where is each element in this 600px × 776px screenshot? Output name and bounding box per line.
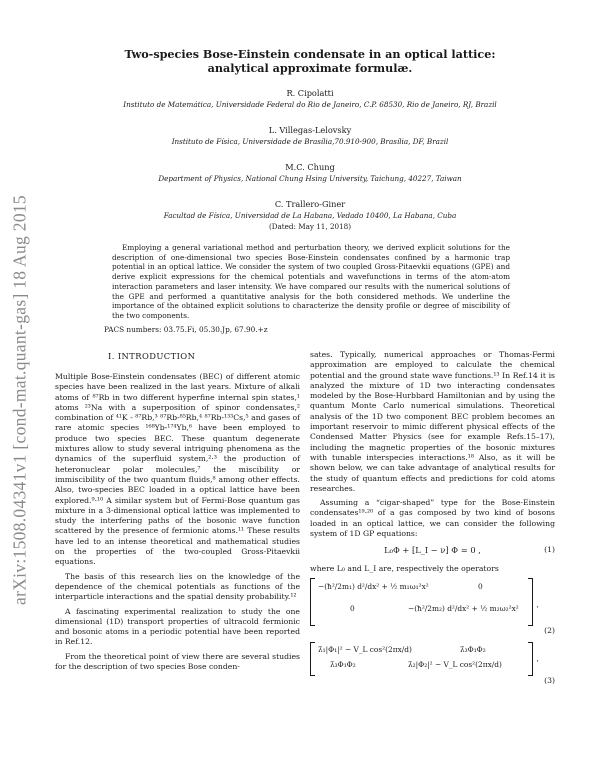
author-4: C. Trallero-Giner (274, 199, 346, 209)
matrix-3-a: λ̄₁|Φ₁|² − V_L cos²(2πx/d) (318, 644, 412, 654)
matrix-3-b: λ̄₃Φ₁Φ₂ (460, 644, 486, 654)
matrix-3-comma: , (536, 653, 539, 663)
intro-paragraph-4: From the theoretical point of view there are several studies for the description of two species Bose conden- (55, 651, 300, 672)
author-3: M.C. Chung (285, 162, 335, 172)
left-column (55, 372, 300, 676)
affiliation-3: Department of Physics, National Chung Hsing University, Taichung, 40227, Taiwan (158, 174, 462, 183)
equation-3-number: (3) (544, 675, 555, 685)
matrix-2-comma: , (536, 599, 539, 609)
intro-paragraph-1: Multiple Bose-Einstein condensates (BEC) of different atomic species have been realized in the last years. Mixture of alkali atoms of ⁸⁷Rb in two different hyperfine internal spin states,¹ atoms ²³Na with a superposition of spinor condensates,² combination of ⁴¹K - ⁸⁷Rb,³ ⁸⁷Rb-⁸⁵Rb,⁴ ⁸⁷Rb-¹³³Cs,⁵ and gases of rare atomic species ¹⁶⁸Yb-¹⁷⁴Yb,⁶ have been employed to produce two species BEC. These quantum degenerate mixtures allow to study several intriguing phenomena as the dynamics of the superfluid system,²·³ the production of heteronuclear polar molecules,⁷ the miscibility or immiscibility of the two quantum fluids,⁸ among other effects. Also, two-species BEC loaded in a optical lattice have been explored.⁹·¹⁰ A similar system but of Fermi-Bose quantum gas mixture in a 3-dimensional optical lattice was implemented to study the interfering paths of the bosonic wave function scattered by the presence of fermionic atoms.¹¹ These results have led to an intense theoretical and mathematical studies on the properties of the two-coupled Gross-Pitaevkii equations. (55, 372, 300, 567)
right-bracket (528, 578, 533, 626)
matrix-2-c: 0 (350, 603, 355, 613)
equation-2-matrix (310, 578, 555, 636)
matrix-2-b: 0 (478, 581, 483, 591)
section-heading: I. INTRODUCTION (108, 351, 196, 361)
equation-2-number: (2) (544, 625, 555, 635)
matrix-2-d: −(ħ²/2m₂) d²/dx² + ½ m₂ω₂²x² (408, 603, 519, 613)
author-1: R. Cipolatti (286, 88, 334, 98)
matrix-3-c: λ̄₃Φ₁Φ₂ (330, 659, 356, 669)
right-bracket (528, 642, 533, 676)
author-2: L. Villegas-Lelovsky (268, 125, 352, 135)
left-bracket (310, 642, 315, 676)
affiliation-4: Facultad de Física, Universidad de La Habana, Vedado 10400, La Habana, Cuba (163, 211, 457, 220)
equation-1-body: L₀Φ + [L_I − ν] Φ = 0 , (384, 545, 481, 556)
arxiv-stamp: arXiv:1508.04341v1 [cond-mat.quant-gas] 18 Aug 2015 (9, 195, 30, 605)
paper-title (60, 47, 560, 75)
equation-1 (310, 545, 555, 555)
matrix-3-d: λ̄₂|Φ₂|² − V_L cos²(2πx/d) (408, 659, 502, 669)
equation-1-number: (1) (544, 545, 555, 555)
affiliation-2: Instituto de Física, Universidade de Brasília,70.910-900, Brasília, DF, Brazil (171, 137, 449, 146)
right-paragraph-2: Assuming a “cigar-shaped” type for the Bose-Einstein condensates¹⁹·²⁰ of a gas composed by two kind of bosons loaded in an optical lattice, we can consider the following system of 1D GP equations: (310, 498, 555, 539)
intro-paragraph-3: A fascinating experimental realization to study the one dimensional (1D) transport properties of ultracold fermionic and bosonic atoms in a periodic potential have been reported in Ref.12. (55, 606, 300, 647)
title-line-1: Two-species Bose-Einstein condensate in an optical lattice: (124, 47, 496, 61)
right-column (310, 350, 555, 692)
pacs-numbers: PACS numbers: 03.75.Fi, 05.30.Jp, 67.90.+z (104, 325, 268, 334)
affiliation-1: Instituto de Matemática, Universidade Federal do Rio de Janeiro, C.P. 68530, Rio de Janeiro, RJ, Brazil (123, 100, 497, 109)
left-bracket (310, 578, 315, 626)
equation-3-matrix (310, 642, 555, 686)
date-line: (Dated: May 11, 2018) (268, 222, 352, 231)
operators-intro: where L₀ and L_I are, respectively the operators (310, 563, 499, 573)
title-line-2: analytical approximate formulæ. (207, 61, 413, 75)
intro-paragraph-2: The basis of this research lies on the knowledge of the dependence of the chemical potentials as functions of the interparticle interactions and the spatial density probability.¹² (55, 571, 300, 602)
matrix-2-a: −(ħ²/2m₁) d²/dx² + ½ m₁ω₁²x² (318, 581, 429, 591)
right-paragraph-1: sates. Typically, numerical approaches or Thomas-Fermi approximation are employed to calculate the chemical potential and the ground state wave functions.¹³ In Ref.14 it is analyzed the mixture of 1D two interacting condensates modeled by the Bose-Hurbbard Hamiltonian and by using the quantum Monte Carlo numerical simulations. Theoretical analysis of the 1D two component BEC problem becomes an important reservoir to mimic different physical effects of the Condensed Matter Physics (see for example Refs.15–17), including the magnetic properties of the bosonic mixtures with tunable interspecies interactions.¹⁸ Also, as it will be shown below, we can take advantage of analytical results for the study of quantum effects and predictions for cold atoms researches. (310, 350, 555, 493)
abstract: Employing a general variational method and perturbation theory, we derived explicit solutions for the description of one-dimensional two species Bose-Einstein condensates confined by a harmonic trap potential in an optical lattice. We consider the system of two coupled Gross-Pitaevkii equations (GPE) and derive explicit expressions for the chemical potentials and wavefunctions in terms of the atom-atom interaction parameters and laser intensity. We have compared our results with the numerical solutions of the GPE and performed a quantitative analysis for the both considered methods. We underline the importance of the obtained explicit solutions to characterize the density profile or degree of miscibility of the two components. (112, 243, 510, 320)
